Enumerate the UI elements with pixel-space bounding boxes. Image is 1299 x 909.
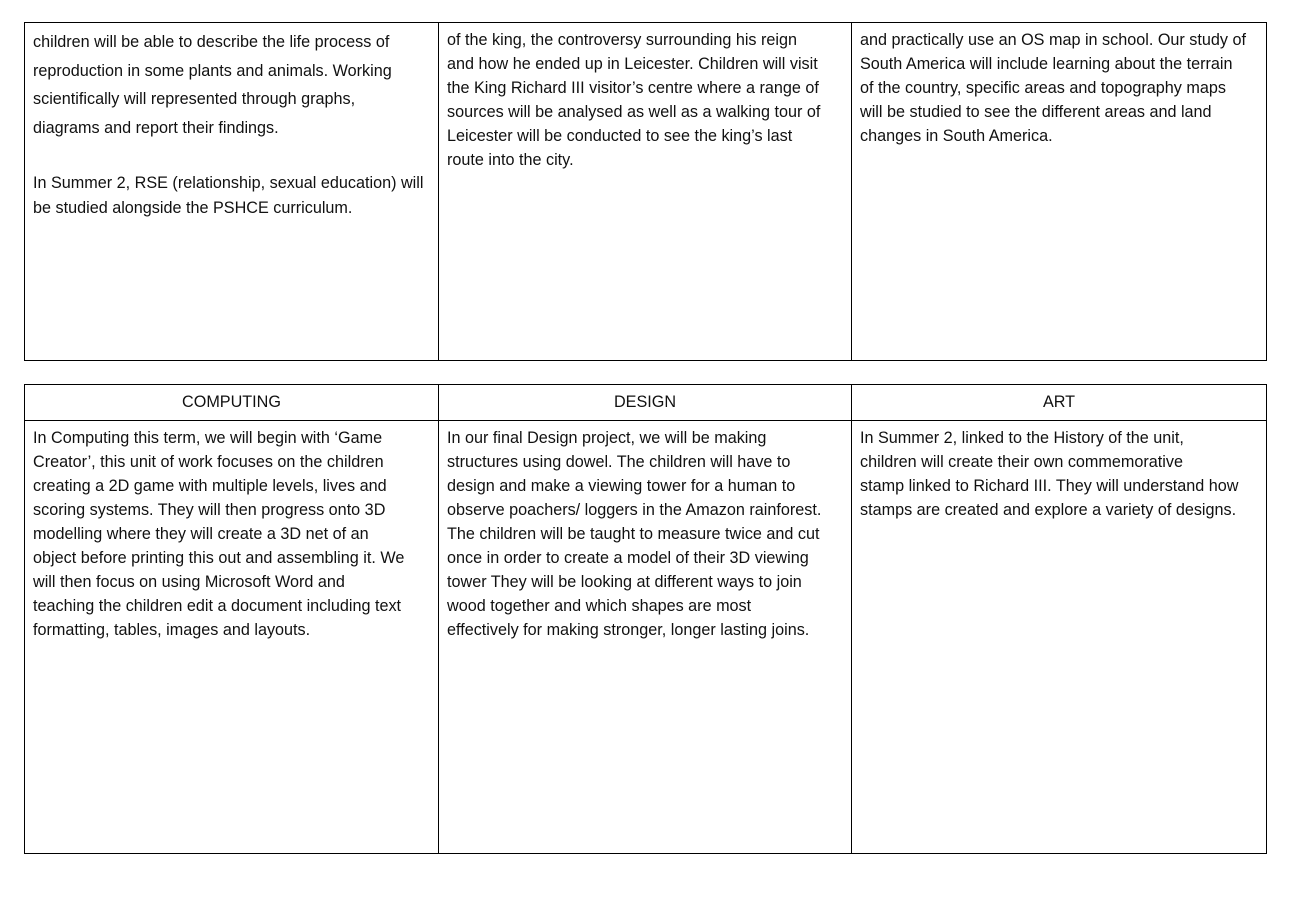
art-paragraph: In Summer 2, linked to the History of the unit, children will create their own commemorative stamp linked to Richard III. They will understand how stamps are created and explore a variety of designs.	[860, 429, 1239, 519]
computing-cell	[25, 421, 439, 854]
science-continued-cell	[25, 23, 439, 361]
rse-paragraph: In Summer 2, RSE (relationship, sexual education) will be studied alongside the PSHCE curriculum.	[33, 174, 424, 217]
geography-continued-cell	[852, 23, 1267, 361]
science-paragraph: children will be able to describe the life process of reproduction in some plants and animals. Working scientifically will represented through graphs, diagrams and report their findings.	[33, 33, 392, 137]
curriculum-table-continued	[24, 22, 1267, 361]
design-header: DESIGN	[439, 385, 852, 421]
geography-paragraph: and practically use an OS map in school. Our study of South America will include learning about the terrain of the country, specific areas and topography maps will be studied to see the different areas and land changes in South America.	[860, 31, 1246, 145]
design-cell	[439, 421, 852, 854]
table-row	[25, 421, 1267, 854]
history-continued-cell	[439, 23, 852, 361]
computing-header: COMPUTING	[25, 385, 439, 421]
table-row	[25, 23, 1267, 361]
art-cell	[852, 421, 1267, 854]
curriculum-table-subjects	[24, 384, 1267, 854]
art-header: ART	[852, 385, 1267, 421]
computing-paragraph: In Computing this term, we will begin with ‘Game Creator’, this unit of work focuses on the children creating a 2D game with multiple levels, lives and scoring systems. They will then progress onto 3D modelling where they will create a 3D net of an object before printing this out and assembling it. We will then focus on using Microsoft Word and teaching the children edit a document including text formatting, tables, images and layouts.	[33, 429, 405, 639]
design-paragraph: In our final Design project, we will be making structures using dowel. The children will have to design and make a viewing tower for a human to observe poachers/ loggers in the Amazon rainforest. The children will be taught to measure twice and cut once in order to create a model of their 3D viewing tower They will be looking at different ways to join wood together and which shapes are most effectively for making stronger, longer lasting joins.	[447, 429, 822, 639]
history-paragraph: of the king, the controversy surrounding his reign and how he ended up in Leicester. Children will visit the King Richard III visitor’s centre where a range of sources will be analysed as well as a walking tour of Leicester will be conducted to see the king’s last route into the city.	[447, 31, 821, 169]
table-header-row	[25, 385, 1267, 421]
paragraph-gap	[25, 142, 438, 171]
